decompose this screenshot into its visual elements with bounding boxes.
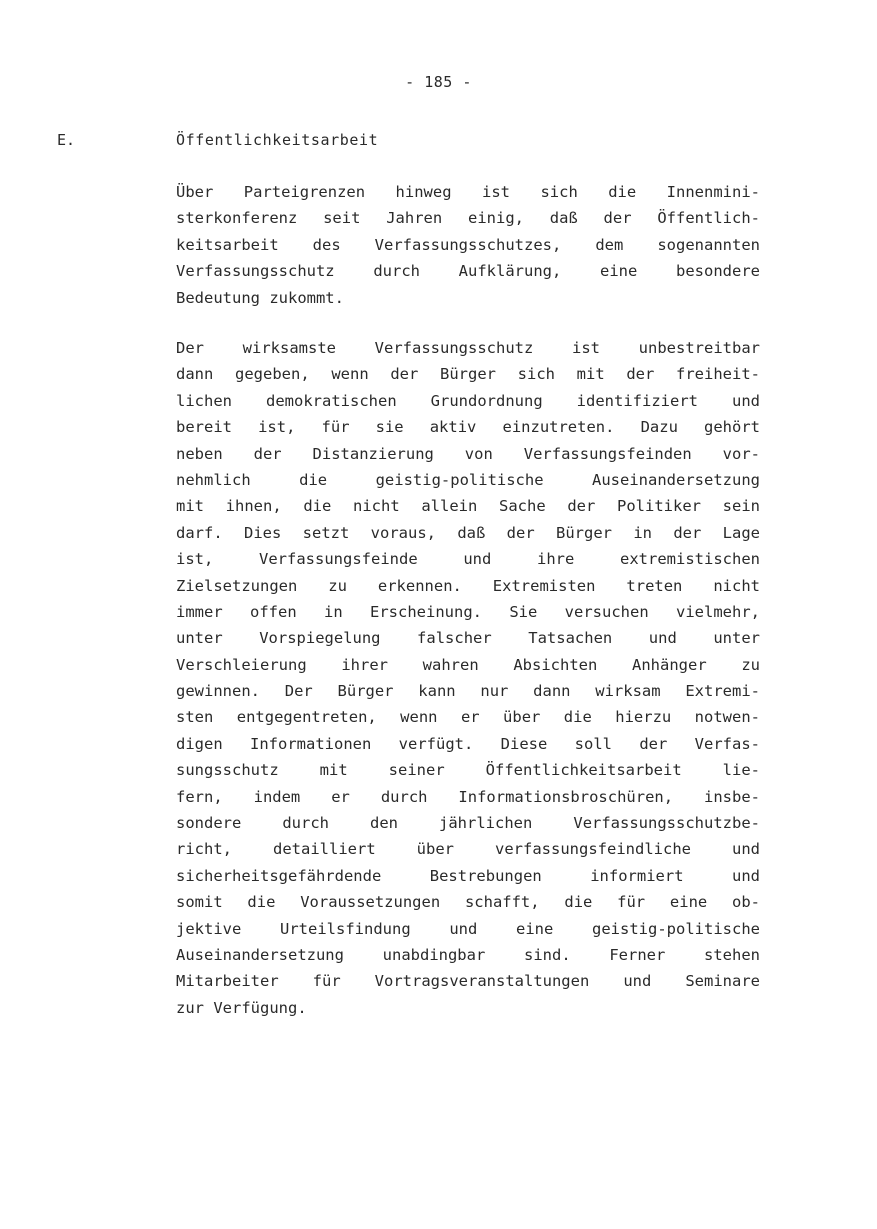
- text-line: nehmlich die geistig-politische Auseinandersetzung: [176, 470, 760, 489]
- text-line: Mitarbeiter für Vortragsveranstaltungen und Seminare: [176, 972, 760, 991]
- text-line: zur Verfügung.: [176, 998, 307, 1017]
- text-line: sicherheitsgefährdende Bestrebungen informiert und: [176, 866, 760, 885]
- text-line: Verschleierung ihrer wahren Absichten Anhänger zu: [176, 655, 760, 674]
- text-line: Zielsetzungen zu erkennen. Extremisten treten nicht: [176, 576, 760, 595]
- text-line: sondere durch den jährlichen Verfassungsschutzbe-: [176, 814, 760, 833]
- text-line: Verfassungsschutz durch Aufklärung, eine besondere: [176, 262, 760, 281]
- text-line: sungsschutz mit seiner Öffentlichkeitsarbeit lie-: [176, 761, 760, 780]
- text-line: ist, Verfassungsfeinde und ihre extremistischen: [176, 550, 760, 569]
- paragraph-1: [176, 179, 760, 311]
- text-line: unter Vorspiegelung falscher Tatsachen und unter: [176, 629, 760, 648]
- section-title: Öffentlichkeitsarbeit: [176, 131, 379, 149]
- text-line: richt, detailliert über verfassungsfeindliche und: [176, 840, 760, 859]
- text-line: keitsarbeit des Verfassungsschutzes, dem sogenannten: [176, 235, 760, 254]
- text-line: jektive Urteilsfindung und eine geistig-politische: [176, 919, 760, 938]
- text-line: Über Parteigrenzen hinweg ist sich die Innenmini-: [176, 183, 760, 201]
- text-line: digen Informationen verfügt. Diese soll der Verfas-: [176, 734, 760, 753]
- text-line: lichen demokratischen Grundordnung identifiziert und: [176, 391, 760, 410]
- text-line: somit die Voraussetzungen schafft, die für eine ob-: [176, 893, 760, 912]
- text-line: Bedeutung zukommt.: [176, 288, 344, 307]
- text-line: dann gegeben, wenn der Bürger sich mit der freiheit-: [176, 365, 760, 384]
- text-line: sten entgegentreten, wenn er über die hierzu notwen-: [176, 708, 760, 727]
- page-number: - 185 -: [405, 73, 472, 91]
- paragraph-2: [176, 335, 760, 1021]
- text-line: immer offen in Erscheinung. Sie versuchen vielmehr,: [176, 602, 760, 621]
- text-line: Auseinandersetzung unabdingbar sind. Ferner stehen: [176, 945, 760, 964]
- text-line: gewinnen. Der Bürger kann nur dann wirksam Extremi-: [176, 682, 760, 701]
- section-letter: E.: [57, 131, 76, 149]
- text-line: Der wirksamste Verfassungsschutz ist unbestreitbar: [176, 339, 760, 357]
- text-line: neben der Distanzierung von Verfassungsfeinden vor-: [176, 444, 760, 463]
- text-line: mit ihnen, die nicht allein Sache der Politiker sein: [176, 497, 760, 516]
- text-line: sterkonferenz seit Jahren einig, daß der Öffentlich-: [176, 209, 760, 228]
- text-line: fern, indem er durch Informationsbroschüren, insbe-: [176, 787, 760, 806]
- text-line: bereit ist, für sie aktiv einzutreten. Dazu gehört: [176, 418, 760, 437]
- text-line: darf. Dies setzt voraus, daß der Bürger in der Lage: [176, 523, 760, 542]
